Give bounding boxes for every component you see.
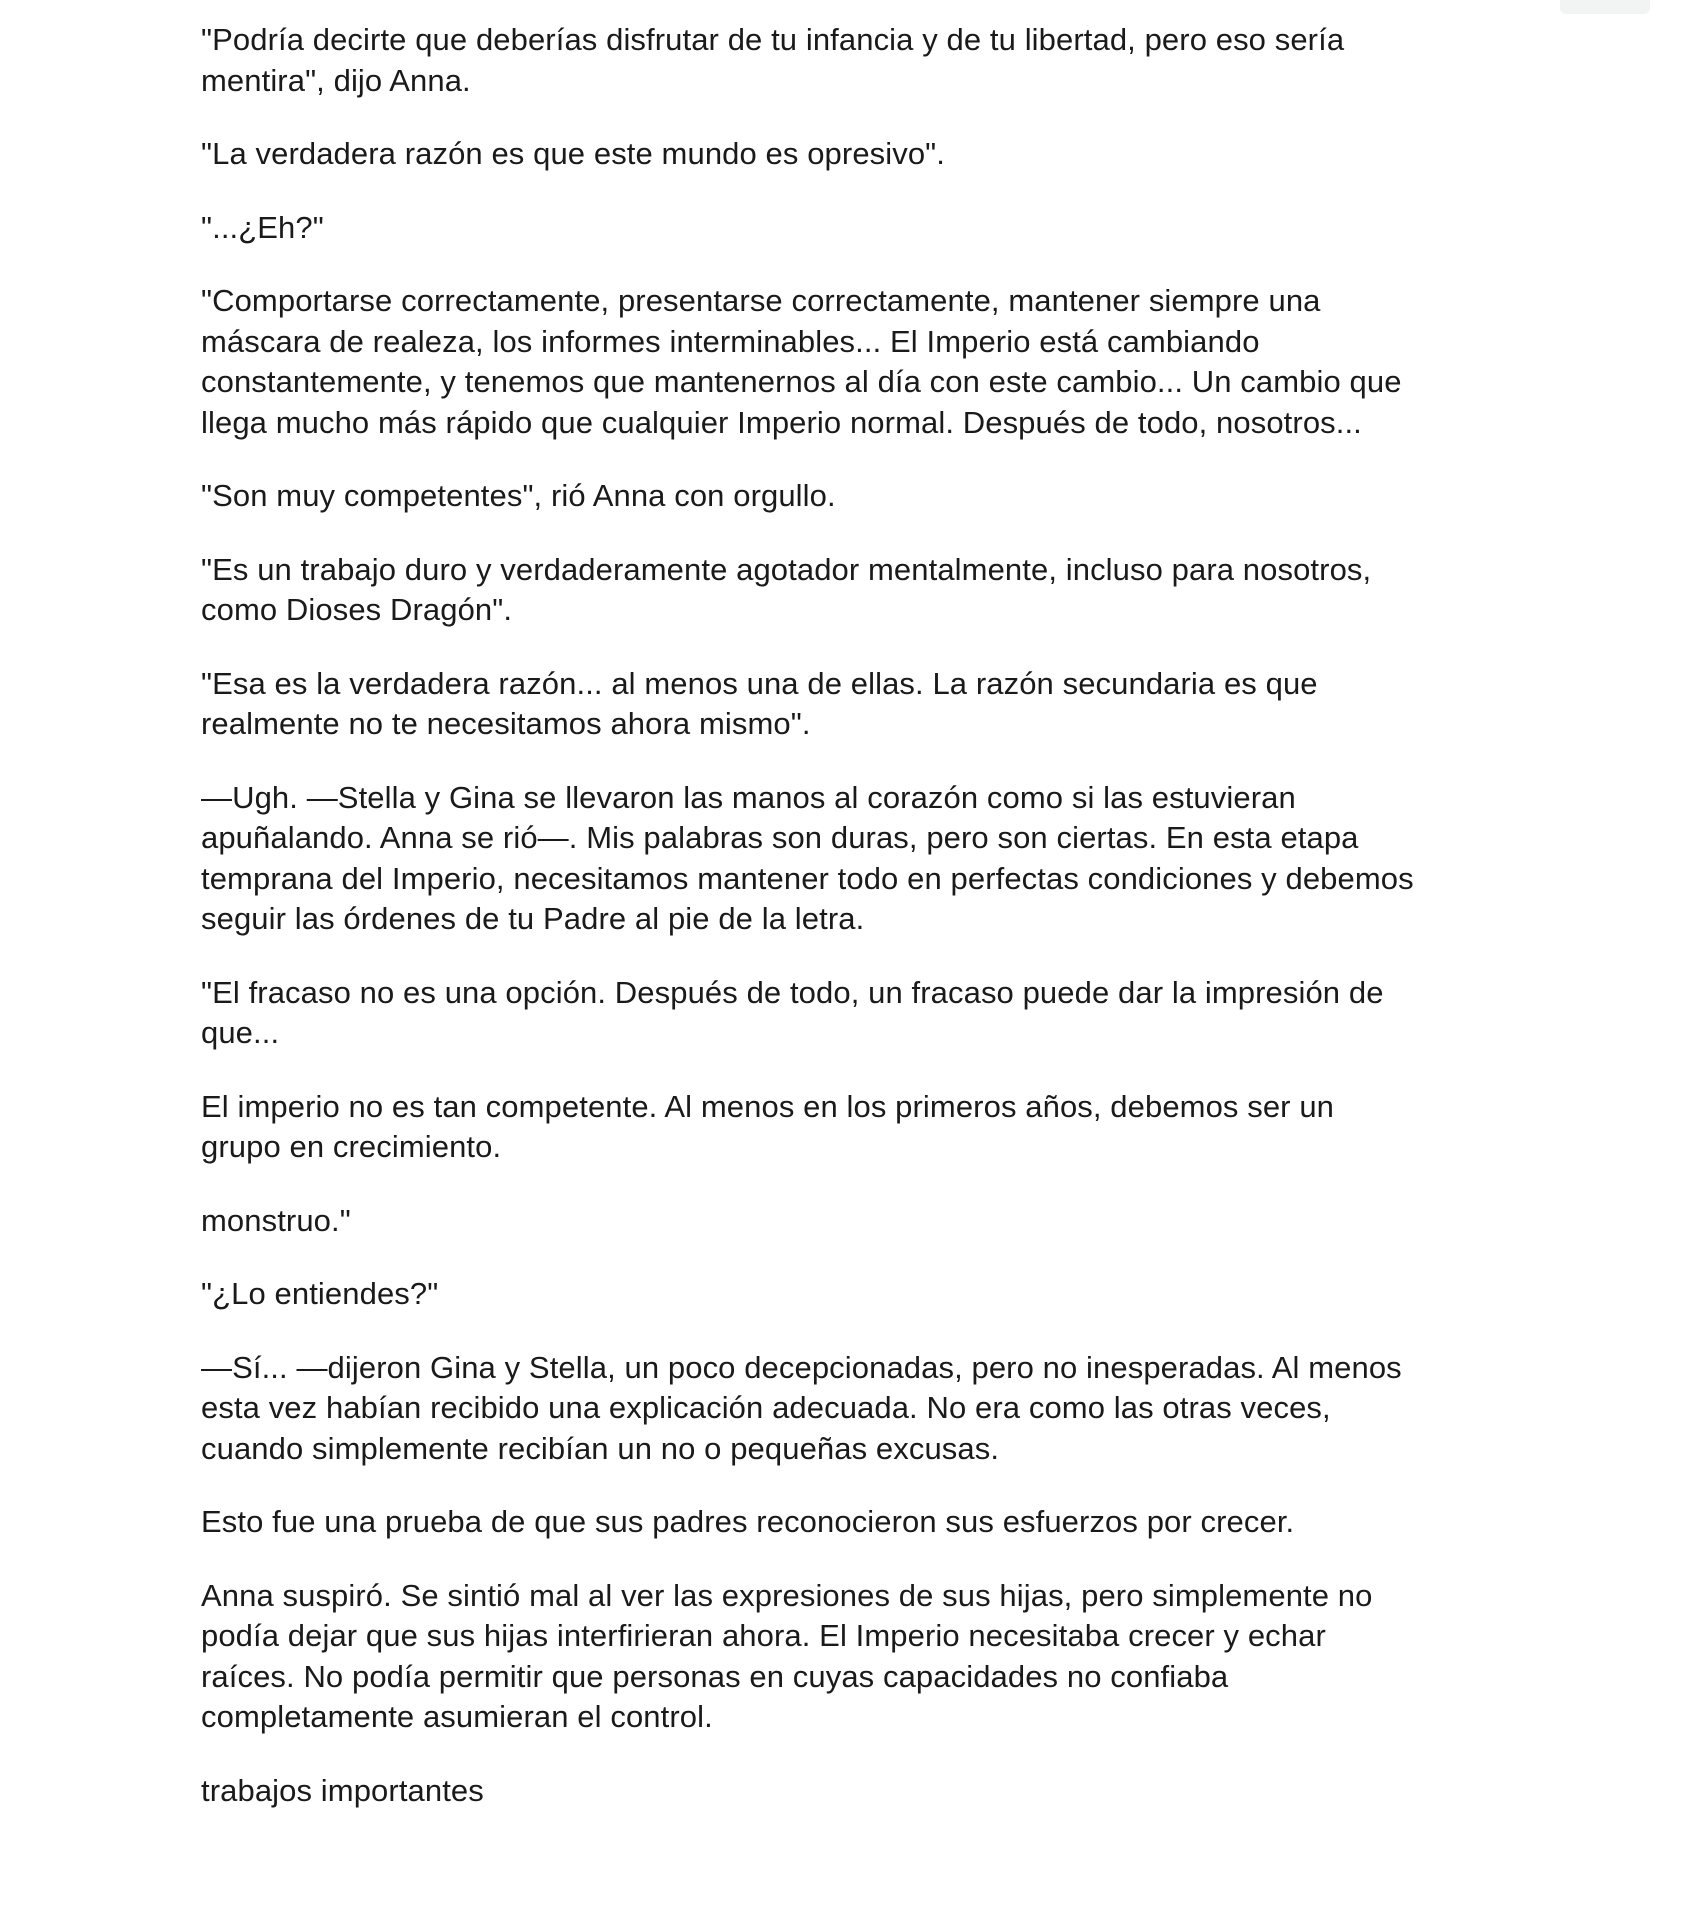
paragraph: "El fracaso no es una opción. Después de todo, un fracaso puede dar la impresión de que... bbox=[201, 974, 1384, 1050]
paragraph: Esto fue una prueba de que sus padres reconocieron sus esfuerzos por crecer. bbox=[201, 1504, 1295, 1539]
paragraph: monstruo." bbox=[201, 1202, 351, 1238]
paragraph: "¿Lo entiendes?" bbox=[201, 1276, 439, 1311]
paragraph: El imperio no es tan competente. Al menos en los primeros años, debemos ser un grupo en crecimiento. bbox=[201, 1088, 1335, 1164]
paragraph: "...¿Eh?" bbox=[201, 209, 324, 245]
paragraph: Anna suspiró. Se sintió mal al ver las expresiones de sus hijas, pero simplemente no podía dejar que sus hijas interfirieran ahora. El Imperio necesitaba crecer y echar raíces. No podía permitir que personas en cuyas capacidades no confiaba completamente asumieran el control. bbox=[201, 1577, 1373, 1734]
paragraph: —Ugh. —Stella y Gina se llevaron las manos al corazón como si las estuvieran apuñalando. Anna se rió—. Mis palabras son duras, pero son ciertas. En esta etapa temprana del Imperio, necesitamos mantener todo en perfectas condiciones y debemos seguir las órdenes de tu Padre al pie de la letra. bbox=[201, 779, 1414, 936]
paragraph: "La verdadera razón es que este mundo es opresivo". bbox=[201, 136, 945, 171]
paragraph: "Es un trabajo duro y verdaderamente agotador mentalmente, incluso para nosotros, como Dioses Dragón". bbox=[201, 551, 1372, 627]
paragraph: "Son muy competentes", rió Anna con orgullo. bbox=[201, 478, 836, 513]
text-column bbox=[201, 20, 1521, 1844]
paragraph: "Esa es la verdadera razón... al menos una de ellas. La razón secundaria es que realmente no te necesitamos ahora mismo". bbox=[201, 665, 1318, 741]
paragraph: —Sí... —dijeron Gina y Stella, un poco decepcionadas, pero no inesperadas. Al menos esta vez habían recibido una explicación adecuada. No era como las otras veces, cuando simplemente recibían un no o pequeñas excusas. bbox=[201, 1349, 1402, 1466]
paragraph: "Podría decirte que deberías disfrutar de tu infancia y de tu libertad, pero eso sería mentira", dijo Anna. bbox=[201, 22, 1345, 98]
corner-decoration bbox=[1560, 0, 1650, 14]
paragraph: "Comportarse correctamente, presentarse correctamente, mantener siempre una máscara de realeza, los informes interminables... El Imperio está cambiando constantemente, y tenemos que mantenernos al día con este cambio... Un cambio que llega mucho más rápido que cualquier Imperio normal. Después de todo, nosotros... bbox=[201, 283, 1402, 440]
paragraph: trabajos importantes bbox=[201, 1772, 484, 1808]
